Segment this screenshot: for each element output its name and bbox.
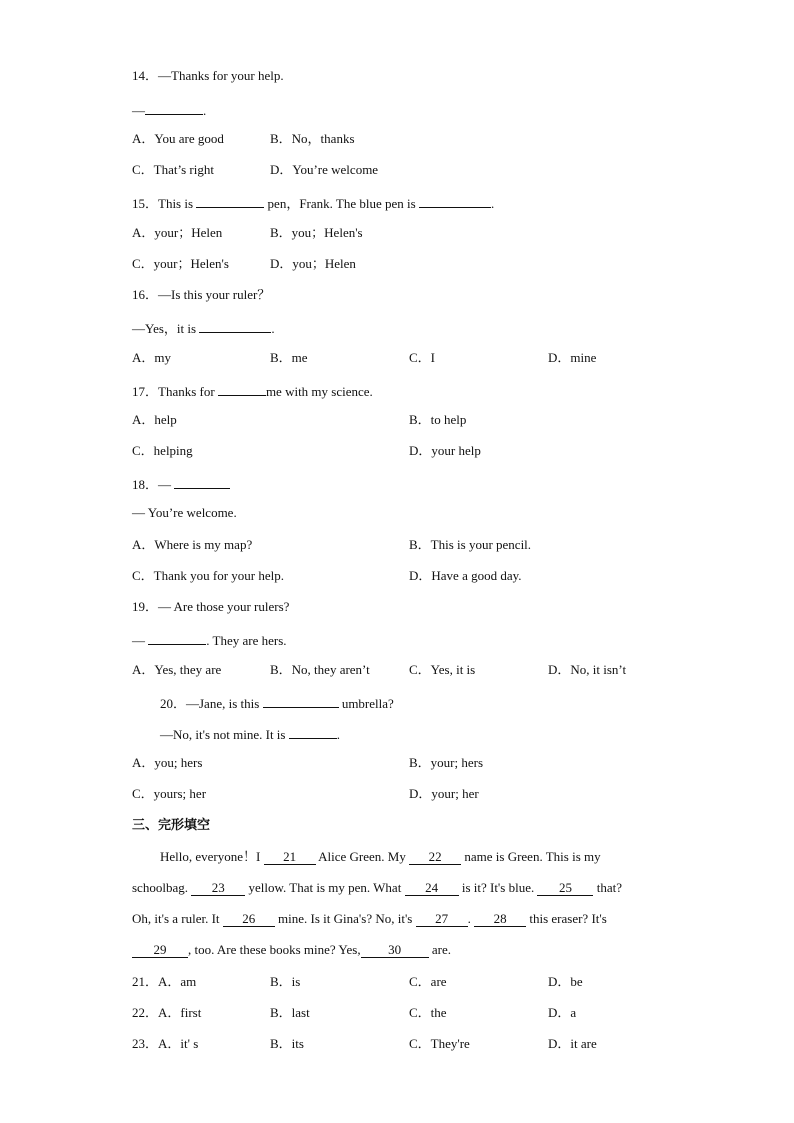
q15-part-1: 15．This is: [132, 196, 197, 211]
passage-line-3: [132, 911, 607, 927]
question-15-prompt: [132, 193, 494, 212]
question-14-prompt: 14．—Thanks for your help.: [132, 68, 284, 83]
q23-option-b: B．its: [270, 1036, 304, 1051]
q18-option-c: C．Thank you for your help.: [132, 568, 285, 583]
q19-option-c: C．Yes, it is: [409, 662, 476, 677]
cloze-blank-27: 27: [416, 912, 468, 927]
question-16-reply: [132, 318, 275, 337]
cloze-blank-22: 22: [409, 850, 461, 865]
q15-option-d: D．you；Helen: [270, 256, 356, 271]
passage-text: yellow. That is my pen. What: [245, 880, 405, 895]
cloze-blank-26: 26: [223, 912, 275, 927]
q20-part-2: umbrella?: [338, 696, 394, 711]
cloze-blank-24: 24: [405, 881, 459, 896]
q17-part-2: me with my science.: [265, 384, 373, 399]
passage-text: this eraser? It's: [526, 911, 607, 926]
q22-option-b: B．last: [270, 1005, 310, 1020]
answer-blank: [419, 193, 491, 208]
reply-punct: .: [203, 103, 207, 118]
q19-option-d: D．No, it isn’t: [548, 662, 627, 677]
answer-blank: [196, 193, 264, 208]
question-18-prompt: [132, 474, 230, 493]
q15-option-a: A．your；Helen: [132, 225, 223, 240]
q21-option-d: D．be: [548, 974, 583, 989]
answer-blank: [218, 381, 266, 396]
question-20-reply: [160, 724, 340, 743]
passage-text: name is Green. This is my: [461, 849, 601, 864]
q21-option-c: C．are: [409, 974, 447, 989]
q18-option-b: B．This is your pencil.: [409, 537, 532, 552]
cloze-blank-30: 30: [361, 943, 429, 958]
q14-option-c: C．That’s right: [132, 162, 214, 177]
reply-dash: —: [132, 103, 145, 118]
q22-option-c: C．the: [409, 1005, 447, 1020]
q22-option-d: D．a: [548, 1005, 577, 1020]
q14-option-a: A．You are good: [132, 131, 224, 146]
cloze-blank-21: 21: [264, 850, 316, 865]
q20-option-c: C．yours; her: [132, 786, 207, 801]
q21-option-a: 21．A．am: [132, 974, 197, 989]
passage-text: Hello, everyone！I: [160, 849, 264, 864]
q18-option-a: A．Where is my map?: [132, 537, 253, 552]
q23-option-d: D．it are: [548, 1036, 597, 1051]
answer-blank: [174, 474, 230, 489]
answer-blank: [148, 630, 206, 645]
answer-blank: [289, 724, 337, 739]
passage-line-1: [160, 849, 601, 865]
q16-option-b: B．me: [270, 350, 308, 365]
q16-option-d: D．mine: [548, 350, 597, 365]
cloze-blank-28: 28: [474, 912, 526, 927]
answer-blank: [199, 318, 271, 333]
q20-option-b: B．your; hers: [409, 755, 484, 770]
q21-option-b: B．is: [270, 974, 301, 989]
q14-option-b: B．No，thanks: [270, 131, 355, 146]
q17-part-1: 17．Thanks for: [132, 384, 218, 399]
q15-option-b: B．you；Helen's: [270, 225, 363, 240]
q20-part-1: 20．—Jane, is this: [160, 696, 263, 711]
q22-option-a: 22．A．first: [132, 1005, 202, 1020]
passage-line-4: [132, 942, 451, 958]
question-14-reply: [132, 100, 206, 119]
q18-option-d: D．Have a good day.: [409, 568, 522, 583]
q15-option-c: C．your；Helen's: [132, 256, 229, 271]
q15-part-2: pen，Frank. The blue pen is: [264, 196, 419, 211]
section-title: 三、完形填空: [132, 818, 211, 833]
q14-option-d: D．You’re welcome: [270, 162, 379, 177]
question-20-prompt: [160, 693, 394, 712]
answer-blank: [263, 693, 339, 708]
passage-line-2: [132, 880, 622, 896]
q23-option-c: C．They're: [409, 1036, 470, 1051]
q19-option-b: B．No, they aren’t: [270, 662, 370, 677]
reply-text: . They are hers.: [206, 633, 287, 648]
passage-text: that?: [593, 880, 622, 895]
cloze-blank-29: 29: [132, 943, 188, 958]
question-16-prompt: 16．—Is this your ruler？: [132, 287, 271, 302]
passage-text: mine. Is it Gina's? No, it's: [274, 911, 416, 926]
reply-punct: .: [336, 727, 340, 742]
passage-text: , too. Are these books mine? Yes,: [188, 942, 361, 957]
question-18-reply: — You’re welcome.: [132, 505, 237, 520]
reply-punct: .: [271, 321, 275, 336]
passage-text: are.: [428, 942, 451, 957]
reply-dash: —: [132, 633, 149, 648]
q17-option-b: B．to help: [409, 412, 467, 427]
q19-option-a: A．Yes, they are: [132, 662, 222, 677]
cloze-blank-23: 23: [191, 881, 245, 896]
q18-dash: 18．—: [132, 477, 175, 492]
q17-option-d: D．your help: [409, 443, 481, 458]
q15-part-3: .: [490, 196, 495, 211]
q17-option-a: A．help: [132, 412, 177, 427]
question-17-prompt: [132, 381, 373, 400]
passage-text: schoolbag.: [132, 880, 192, 895]
q20-option-a: A．you; hers: [132, 755, 203, 770]
passage-text: Oh, it's a ruler. It: [132, 911, 223, 926]
passage-text: Alice Green. My: [315, 849, 410, 864]
reply-text: —No, it's not mine. It is: [160, 727, 289, 742]
q16-option-c: C．I: [409, 350, 436, 365]
question-19-reply: [132, 630, 287, 649]
question-19-prompt: 19．— Are those your rulers?: [132, 599, 290, 614]
cloze-blank-25: 25: [537, 881, 593, 896]
passage-text: is it? It's blue.: [458, 880, 538, 895]
q16-option-a: A．my: [132, 350, 172, 365]
reply-text: —Yes，it is: [132, 321, 200, 336]
passage-text: .: [467, 911, 475, 926]
q23-option-a: 23．A．it' s: [132, 1036, 199, 1051]
q20-option-d: D．your; her: [409, 786, 479, 801]
answer-blank: [145, 100, 203, 115]
q17-option-c: C．helping: [132, 443, 193, 458]
